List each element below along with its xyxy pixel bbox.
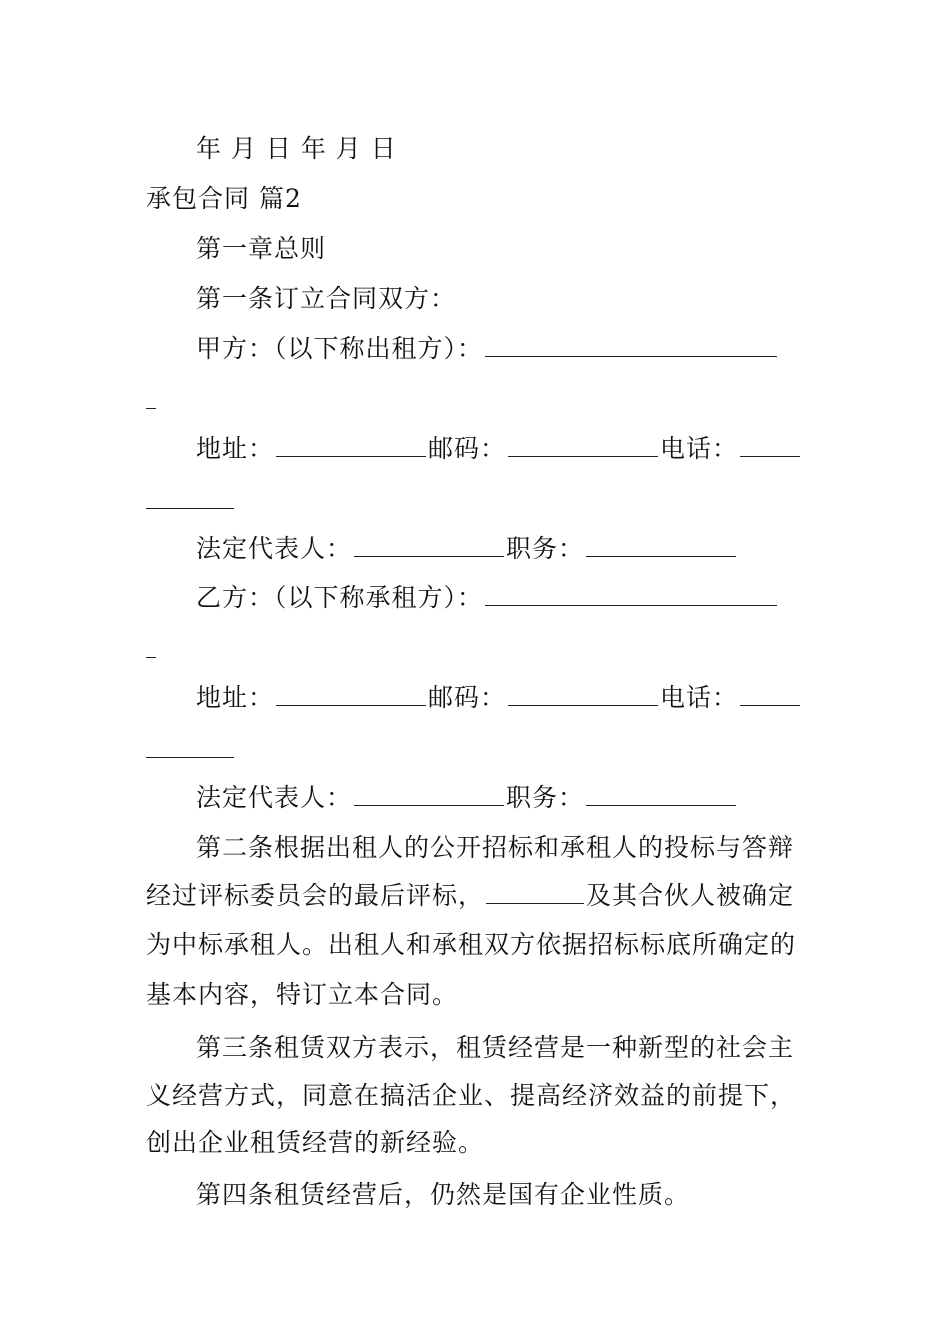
- article-2-line-3: 为中标承租人。出租人和承租双方依据招标标底所确定的: [146, 930, 797, 959]
- article-3-line-2: 义经营方式，同意在搞活企业、提高经济效益的前提下，: [146, 1081, 797, 1110]
- party-a-phone-blank-tail: [146, 508, 234, 509]
- party-a-position-blank[interactable]: [586, 534, 736, 557]
- party-b-name-blank-tail: [146, 657, 156, 658]
- party-a-label: 甲方：（以下称出租方）：: [196, 334, 484, 363]
- party-a-position-label: 职务：: [506, 534, 585, 563]
- party-b-phone-blank[interactable]: [740, 683, 800, 706]
- party-a-rep-line: [196, 534, 806, 564]
- party-a-rep-label: 法定代表人：: [196, 534, 353, 563]
- party-b-position-label: 职务：: [506, 783, 585, 812]
- article-3-line-1: 第三条租赁双方表示，租赁经营是一种新型的社会主: [196, 1033, 795, 1062]
- party-a-postcode-blank[interactable]: [508, 434, 658, 457]
- section-heading: 承包合同 篇2: [146, 184, 302, 213]
- party-b-address-label: 地址：: [196, 683, 275, 712]
- winning-bidder-blank[interactable]: [486, 881, 584, 904]
- party-a-phone-blank[interactable]: [740, 434, 800, 457]
- party-b-position-blank[interactable]: [586, 783, 736, 806]
- article-2-line-1: 第二条根据出租人的公开招标和承租人的投标与答辩: [196, 833, 795, 862]
- party-a-name-blank-tail: [146, 408, 156, 409]
- party-b-postcode-blank[interactable]: [508, 683, 658, 706]
- party-b-address-blank[interactable]: [276, 683, 426, 706]
- party-b-contact-line: [196, 683, 806, 713]
- party-b-rep-label: 法定代表人：: [196, 783, 353, 812]
- article-1-title: 第一条订立合同双方：: [196, 284, 457, 313]
- article-2-line-4: 基本内容，特订立本合同。: [146, 980, 459, 1009]
- party-b-rep-blank[interactable]: [354, 783, 504, 806]
- party-a-postcode-label: 邮码：: [428, 434, 507, 463]
- party-b-postcode-label: 邮码：: [428, 683, 507, 712]
- article-2-line-2-end: 及其合伙人被确定: [586, 881, 795, 910]
- party-a-rep-blank[interactable]: [354, 534, 504, 557]
- chapter-title: 第一章总则: [196, 234, 327, 263]
- party-b-rep-line: [196, 783, 806, 813]
- party-b-label: 乙方：（以下称承租方）：: [196, 583, 484, 612]
- party-b-phone-label: 电话：: [660, 683, 739, 712]
- party-a-address-label: 地址：: [196, 434, 275, 463]
- party-a-name-blank[interactable]: [485, 334, 777, 357]
- date-line: 年 月 日 年 月 日: [196, 134, 397, 163]
- party-b-name-blank[interactable]: [485, 583, 777, 606]
- article-3-line-3: 创出企业租赁经营的新经验。: [146, 1128, 485, 1157]
- article-2-line-2: [146, 881, 806, 911]
- party-b-line: [196, 583, 806, 613]
- party-a-phone-label: 电话：: [660, 434, 739, 463]
- party-a-line: [196, 334, 806, 364]
- article-2-line-2-start: 经过评标委员会的最后评标，: [146, 881, 485, 910]
- article-4: 第四条租赁经营后，仍然是国有企业性质。: [196, 1180, 691, 1209]
- party-b-phone-blank-tail: [146, 757, 234, 758]
- party-a-address-blank[interactable]: [276, 434, 426, 457]
- party-a-contact-line: [196, 434, 806, 464]
